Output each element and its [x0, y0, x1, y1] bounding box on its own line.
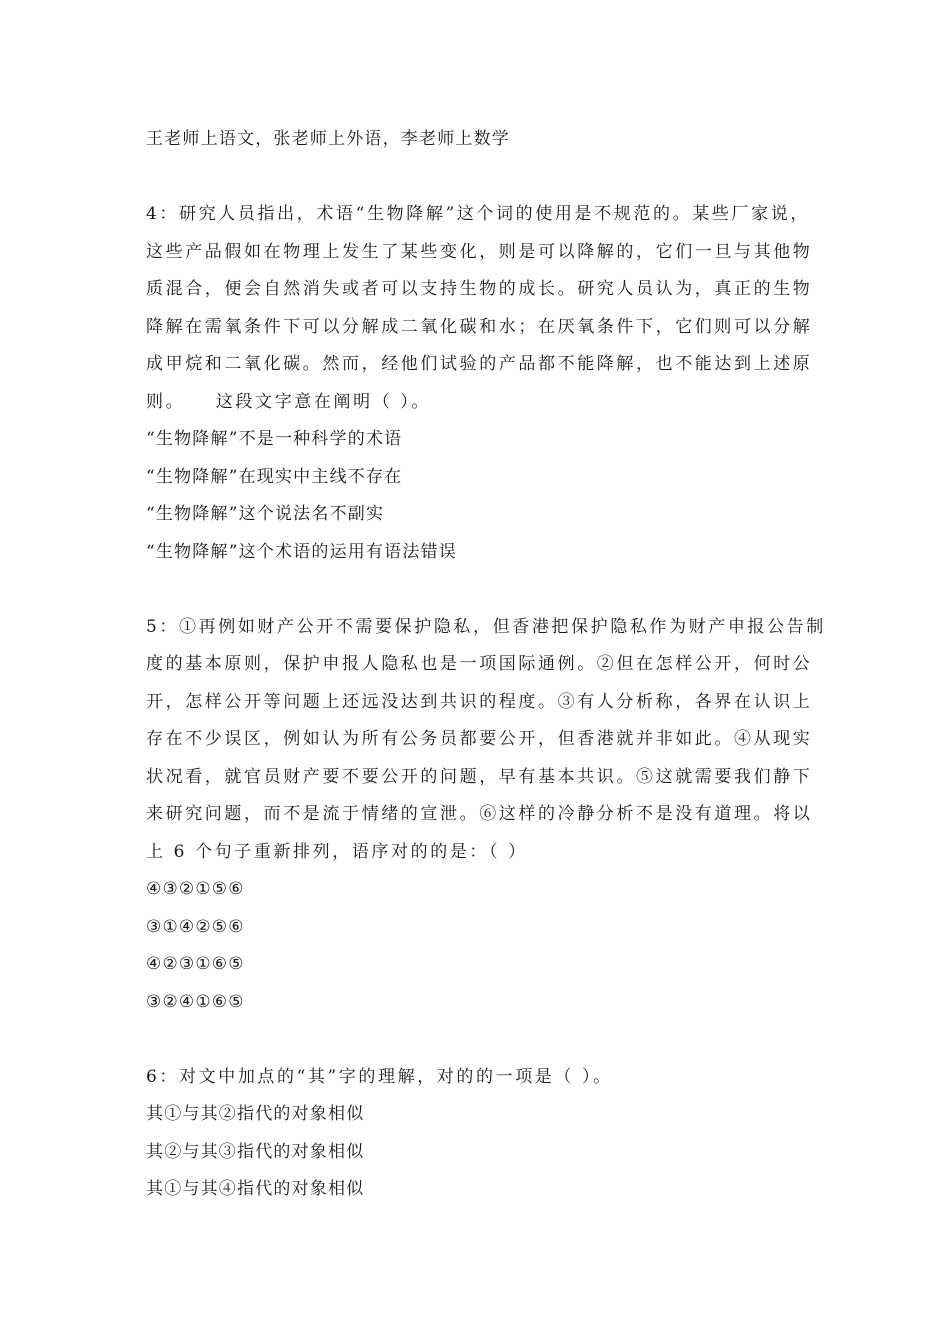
question-4-stem — [146, 196, 813, 421]
spacer — [146, 1021, 810, 1059]
stem-line: 度的基本原则，保护申报人隐私也是一项国际通例。②但在怎样公开，何时公 — [146, 654, 813, 674]
question-5 — [146, 609, 826, 1022]
stem-line: 这些产品假如在物理上发生了某些变化，则是可以降解的，它们一旦与其他物 — [146, 241, 813, 262]
stem-line: 降解在需氧条件下可以分解成二氧化碳和水；在厌氧条件下，它们则可以分解 — [146, 316, 813, 337]
stem-line: 存在不少误区，例如认为所有公务员都要公开，但香港就并非如此。④从现实 — [146, 729, 813, 749]
q3-option-d: 王老师上语文，张老师上外语，李老师上数学 — [146, 129, 510, 149]
stem-line: 5：①再例如财产公开不需要保护隐私，但香港把保护隐私作为财产申报公告制 — [146, 616, 826, 637]
question-4-option-a: “生物降解”不是一种科学的术语 — [146, 429, 403, 449]
question-6 — [146, 1059, 810, 1209]
stem-line: 4：研究人员指出，术语“生物降解”这个词的使用是不规范的。某些厂家说， — [146, 204, 810, 224]
stem-line: 6：对文中加点的“其”字的理解，对的的一项是（ ）。 — [146, 1066, 613, 1087]
question-6-option-a: 其①与其②指代的对象相似 — [146, 1104, 365, 1124]
stem-line: 开，怎样公开等问题上还远没达到共识的程度。③有人分析称，各界在认识上 — [146, 691, 813, 712]
stem-line: 来研究问题，而不是流于情绪的宣泄。⑥这样的冷静分析不是没有道理。将以 — [146, 804, 813, 824]
spacer — [146, 571, 810, 609]
question-4 — [146, 196, 813, 571]
question-6-stem — [146, 1059, 810, 1097]
question-5-option-c: ④②③①⑥⑤ — [146, 954, 245, 974]
stem-line: 质混合，便会自然消失或者可以支持生物的成长。研究人员认为，真正的生物 — [146, 279, 813, 299]
stem-line: 则。 这段文字意在阐明（ ）。 — [146, 391, 432, 412]
question-5-option-a: ④③②①⑤⑥ — [146, 879, 245, 899]
question-4-option-c: “生物降解”这个说法名不副实 — [146, 504, 385, 524]
question-6-option-c: 其①与其④指代的对象相似 — [146, 1179, 365, 1199]
question-4-option-b: “生物降解”在现实中主线不存在 — [146, 466, 403, 487]
stem-line: 状况看，就官员财产要不要公开的问题，早有基本共识。⑤这就需要我们静下 — [146, 766, 813, 787]
stem-line: 成甲烷和二氧化碳。然而，经他们试验的产品都不能降解，也不能达到上述原 — [146, 354, 813, 374]
question-5-option-b: ③①④②⑤⑥ — [146, 916, 245, 937]
document-page — [146, 121, 826, 1209]
stem-line: 上 6 个句子重新排列，语序对的的是：（ ） — [146, 841, 528, 862]
question-4-option-d: “生物降解”这个术语的运用有语法错误 — [146, 541, 457, 562]
question-5-stem — [146, 609, 826, 872]
question-6-option-b: 其②与其③指代的对象相似 — [146, 1141, 365, 1162]
spacer — [146, 159, 810, 197]
question-5-option-d: ③②④①⑥⑤ — [146, 991, 245, 1012]
